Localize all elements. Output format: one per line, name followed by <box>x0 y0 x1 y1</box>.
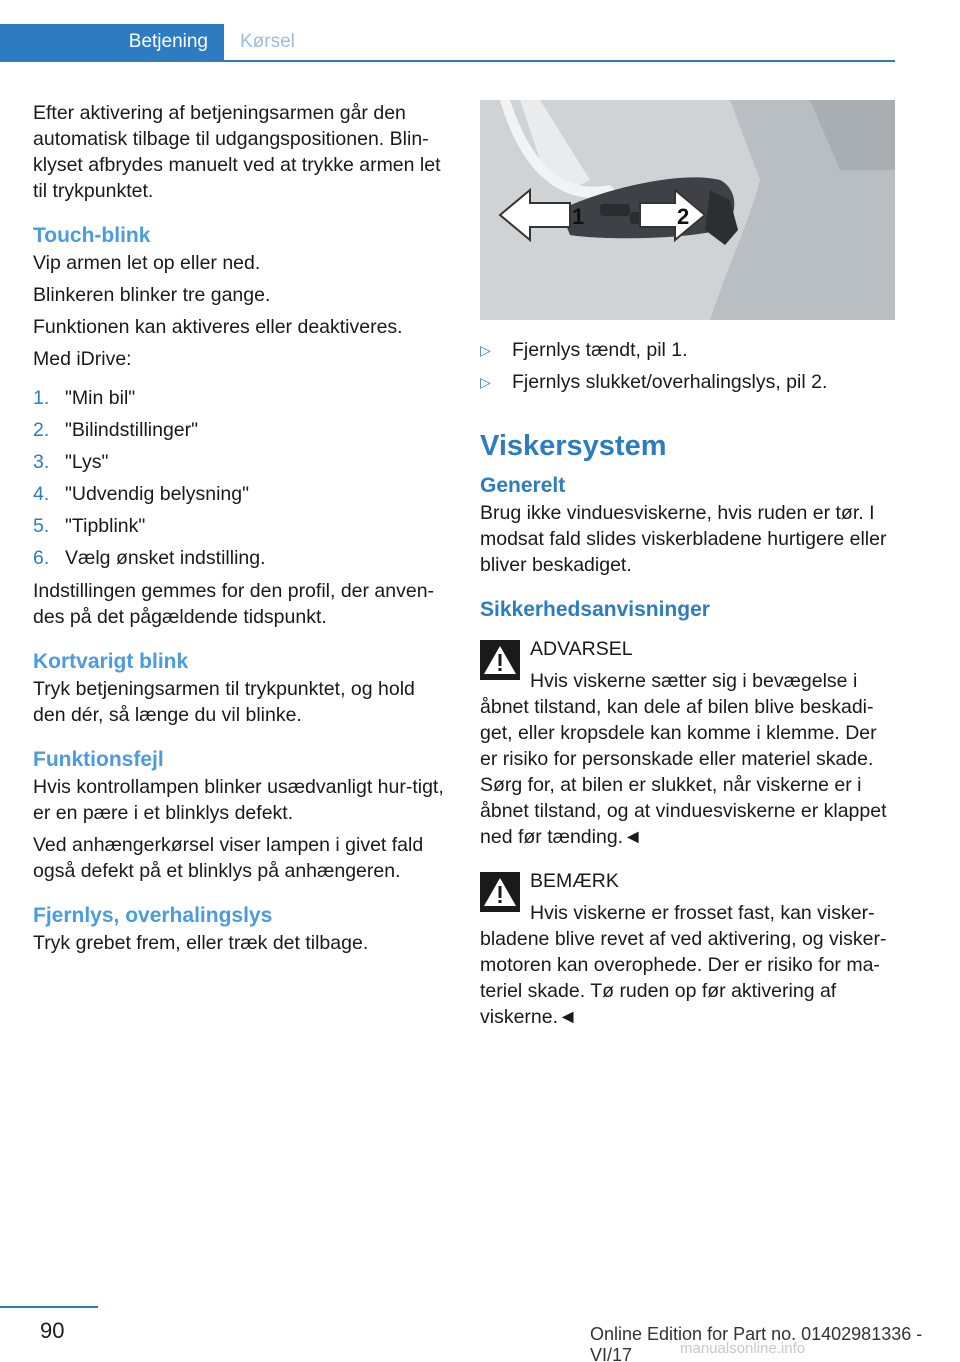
short-paragraph: Tryk betjeningsarmen til trykpunktet, og hold den dér, så længe du vil blinke. <box>33 678 415 726</box>
bullet-text: Fjernlys slukket/overhalingslys, pil 2. <box>512 371 828 393</box>
list-item <box>480 334 898 366</box>
heading-short-blink: Kortvarigt blink <box>33 650 189 673</box>
step-text: "Min bil" <box>65 387 136 409</box>
touch-paragraph-1: Vip armen let op eller ned. <box>33 252 261 274</box>
step-text: "Tipblink" <box>65 515 146 537</box>
heading-fault: Funktionsfejl <box>33 748 164 771</box>
step-text: "Udvendig belysning" <box>65 483 250 505</box>
stalk-drawing <box>480 100 895 320</box>
warning-block-2 <box>480 868 898 1030</box>
warning-title: ADVARSEL <box>530 638 633 660</box>
tab-korsel[interactable]: Kørsel <box>240 31 295 52</box>
tab-betjening[interactable]: Betjening <box>0 24 224 60</box>
step-number: 2. <box>33 419 50 441</box>
touch-paragraph-3: Funktionen kan aktiveres eller deaktiveres. <box>33 316 403 338</box>
fault-paragraph-2: Ved anhængerkørsel viser lampen i givet fald også defekt på et blinklys på anhængeren. <box>33 834 424 882</box>
touch-paragraph-5: Indstillingen gemmes for den profil, der anven-des på det pågældende tidspunkt. <box>33 580 435 628</box>
list-item <box>33 382 451 414</box>
heading-wiper-system: Viskersystem <box>480 430 667 462</box>
edition-text: Online Edition for Part no. 01402981336 - VI/17 <box>590 1324 923 1362</box>
list-item <box>33 414 451 446</box>
triangle-bullet-icon: ▷ <box>480 374 491 390</box>
list-item <box>33 478 451 510</box>
footer-rule <box>0 1306 98 1308</box>
list-item <box>480 366 898 398</box>
touch-paragraph-2: Blinkeren blinker tre gange. <box>33 284 271 306</box>
figure-label-1: 1 <box>572 204 585 229</box>
triangle-bullet-icon: ▷ <box>480 342 491 358</box>
heading-high-beam: Fjernlys, overhalingslys <box>33 904 273 927</box>
intro-paragraph: Efter aktivering af betjeningsarmen går den automatisk tilbage til udgangspositionen. Blin-klyset afbrydes manuelt ved at trykke armen let til trykpunktet. <box>33 102 441 202</box>
heading-safety: Sikkerhedsanvisninger <box>480 598 710 621</box>
fault-paragraph-1: Hvis kontrollampen blinker usædvanligt hur-tigt, er en pære i et blinklys defekt. <box>33 776 444 824</box>
beam-paragraph: Tryk grebet frem, eller træk det tilbage. <box>33 932 369 954</box>
header-tabs <box>0 24 895 62</box>
bullet-text: Fjernlys tændt, pil 1. <box>512 339 688 361</box>
page-number: 90 <box>40 1318 65 1343</box>
list-item <box>33 542 451 574</box>
warning-block-1 <box>480 636 898 850</box>
warning-text: Hvis viskerne sætter sig i bevægelse i åbnet tilstand, kan dele af bilen blive beskadi-get, eller kropsdele kan komme i klemme. Der er risiko for personskade eller materiel skade. Sørg for, at bilen er slukket, når viskerne er i åbnet tilstand, og at vinduesviskerne er klappet ned før tænding.◄ <box>480 670 887 848</box>
notice-title: BEMÆRK <box>530 870 619 892</box>
step-text: "Bilindstillinger" <box>65 419 199 441</box>
step-text: Vælg ønsket indstilling. <box>65 547 266 569</box>
step-number: 3. <box>33 451 50 473</box>
warning-triangle-icon <box>480 872 520 912</box>
general-paragraph: Brug ikke vinduesviskerne, hvis ruden er tør. I modsat fald slides viskerbladene hurtigere eller bliver beskadiget. <box>480 502 887 576</box>
right-column <box>480 100 898 1036</box>
step-number: 4. <box>33 483 50 505</box>
step-number: 1. <box>33 387 50 409</box>
watermark: manualsonline.info <box>680 1340 806 1357</box>
idrive-steps <box>33 382 451 574</box>
list-item <box>33 510 451 542</box>
beam-bullets <box>480 334 898 398</box>
stalk-illustration <box>480 100 895 320</box>
heading-general: Generelt <box>480 474 566 497</box>
step-number: 5. <box>33 515 50 537</box>
left-column <box>33 100 451 962</box>
figure-label-2: 2 <box>677 204 690 229</box>
notice-text: Hvis viskerne er frosset fast, kan visker-bladene blive revet af ved aktivering, og visker-motoren kan overophede. Der er risiko for ma-teriel skade. Tø ruden op før aktivering af viskerne.◄ <box>480 902 887 1028</box>
warning-triangle-icon <box>480 640 520 680</box>
heading-touch-blink: Touch-blink <box>33 224 151 247</box>
step-text: "Lys" <box>65 451 109 473</box>
touch-paragraph-4: Med iDrive: <box>33 348 132 370</box>
step-number: 6. <box>33 547 50 569</box>
list-item <box>33 446 451 478</box>
